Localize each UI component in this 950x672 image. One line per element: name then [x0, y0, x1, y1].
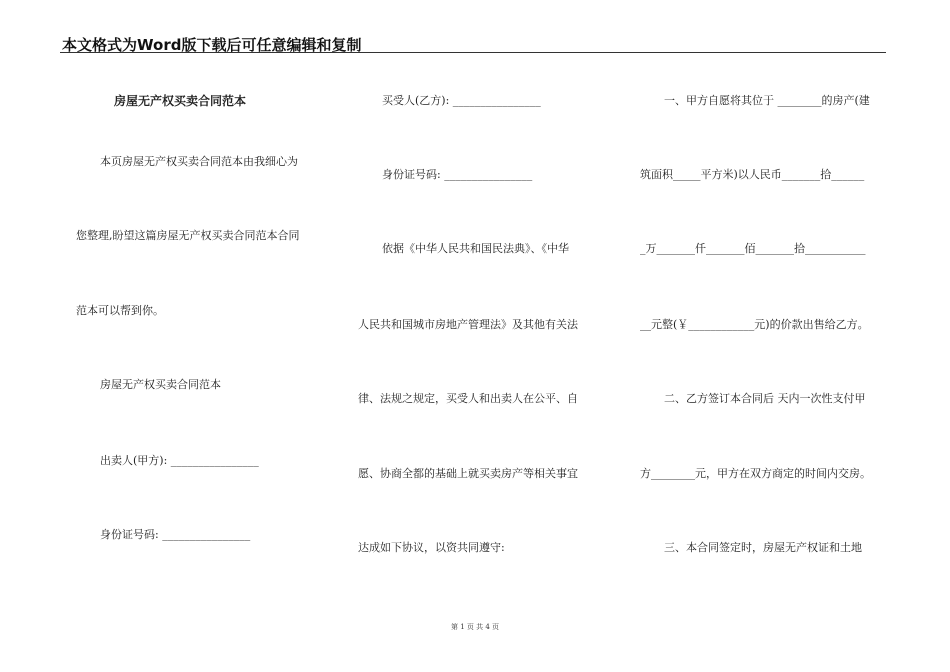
clause-line: __元整(￥____________元)的价款出售给乙方。	[640, 318, 869, 331]
buyer-field: 买受人(乙方): ________________	[382, 94, 541, 107]
section-heading: 房屋无产权买卖合同范本	[100, 378, 221, 391]
seller-id-field: 身份证号码: ________________	[100, 528, 251, 541]
document-title: 房屋无产权买卖合同范本	[114, 94, 247, 108]
buyer-id-field: 身份证号码: ________________	[382, 168, 533, 181]
paragraph-line: 范本可以帮到你。	[76, 304, 164, 317]
text-column-1	[76, 0, 326, 672]
paragraph-line: 愿、协商全都的基础上就买卖房产等相关事宜	[358, 467, 578, 480]
clause-line: 方________元，甲方在双方商定的时间内交房。	[640, 467, 871, 480]
paragraph-line: 依据《中华人民共和国民法典》、《中华	[382, 242, 569, 255]
clause-line: _万_______仟_______佰_______拾___________	[640, 242, 866, 255]
document-header-title: 本文格式为Word版下载后可任意编辑和复制	[62, 36, 362, 54]
clause-line: 二、乙方签订本合同后 天内一次性支付甲	[664, 392, 866, 405]
paragraph-line: 人民共和国城市房地产管理法》及其他有关法	[358, 318, 578, 331]
page-number-footer: 第 1 页 共 4 页	[450, 623, 500, 631]
paragraph-line: 您整理,盼望这篇房屋无产权买卖合同范本合同	[76, 229, 300, 242]
text-column-3	[640, 0, 890, 672]
clause-line: 筑面积_____平方米)以人民币_______拾______	[640, 168, 865, 181]
text-column-2	[358, 0, 608, 672]
clause-line: 三、本合同签定时，房屋无产权证和土地	[664, 541, 862, 554]
paragraph-line: 达成如下协议，以资共同遵守:	[358, 541, 505, 554]
clause-line: 一、甲方自愿将其位于 ________的房产(建	[664, 94, 870, 107]
paragraph-line: 律、法规之规定，买受人和出卖人在公平、自	[358, 392, 578, 405]
paragraph-line: 本页房屋无产权买卖合同范本由我细心为	[100, 155, 298, 168]
seller-field: 出卖人(甲方): ________________	[100, 454, 259, 467]
